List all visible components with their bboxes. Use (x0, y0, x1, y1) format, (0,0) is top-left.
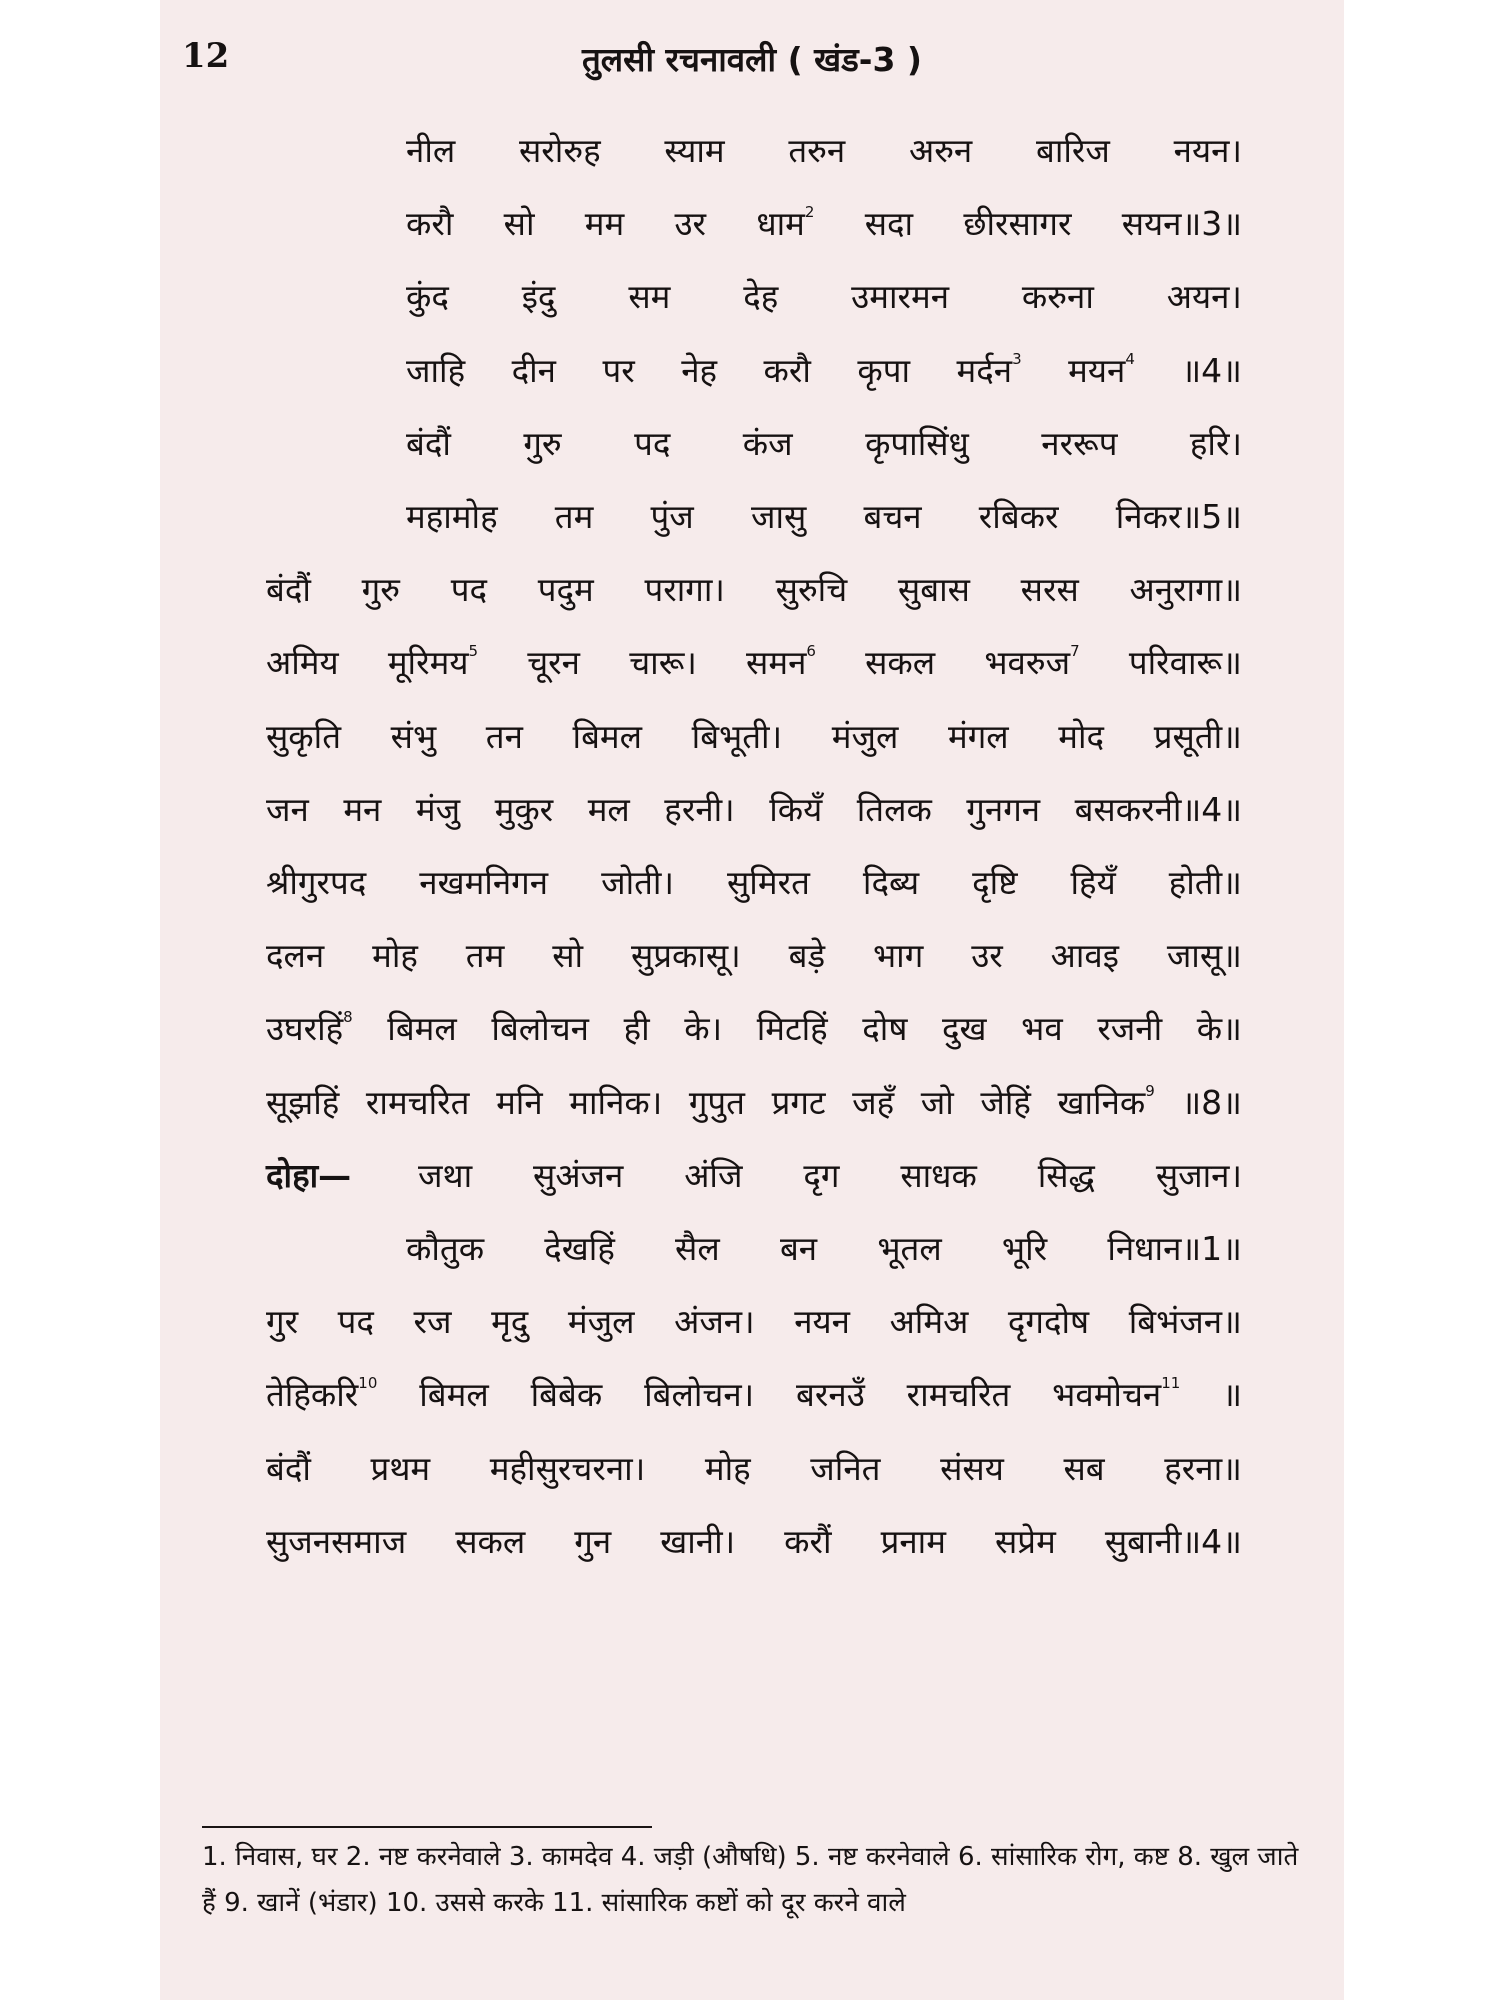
footnote-marker: 6 (806, 642, 816, 661)
verse-word: उर (674, 204, 707, 244)
verse-word: मुकुर (494, 789, 554, 829)
verse-word: चारू। (629, 643, 697, 683)
verse-word: सूझहिं (266, 1082, 340, 1122)
verse-word: भवरुज$^7$ (984, 642, 1080, 683)
verse-word: मल (587, 789, 630, 829)
verse-line (406, 193, 1242, 255)
verse-line (266, 1291, 1242, 1353)
verse-word: मंजु (415, 789, 461, 829)
footnote-marker: 4 (1125, 349, 1135, 368)
verse-word: नील (406, 131, 456, 170)
verse-word: बड़े (788, 936, 826, 976)
verse-word: खानी। (660, 1521, 736, 1561)
verse-line (406, 1218, 1242, 1280)
verse-line (266, 1072, 1242, 1134)
verse-word: निकर॥5॥ (1115, 497, 1242, 536)
verse-line (266, 1364, 1242, 1426)
verse-word: सकल (865, 643, 936, 683)
verse-line (406, 486, 1242, 548)
verse-word: जनित (810, 1448, 881, 1488)
verse-word: पद (450, 570, 487, 610)
verse-line (266, 852, 1242, 914)
verse-word: जथा (418, 1155, 473, 1195)
verse-word: कृपा (857, 350, 911, 390)
verse-word: दृष्टि (972, 863, 1018, 902)
verse-word: बिभूती। (691, 716, 783, 756)
verse-word: सम (628, 277, 671, 317)
verse-word: मंजुल (831, 716, 899, 756)
verse-word: ॥ (1222, 1375, 1242, 1415)
verse-word: श्रीगुरपद (266, 863, 367, 902)
verse-word: चूरन (527, 643, 580, 683)
footnote-marker: 2 (804, 203, 815, 222)
verse-word: ॥8॥ (1181, 1082, 1242, 1122)
verse-word: रामचरित (906, 1375, 1011, 1415)
verse-line (266, 706, 1242, 768)
verse-word: तम (465, 936, 505, 976)
footnote-rule (202, 1826, 652, 1828)
footnote-marker: 9 (1145, 1081, 1155, 1100)
verse-word: के। (684, 1009, 723, 1049)
verse-word: मन (343, 789, 382, 829)
verse-word: ॥4॥ (1181, 350, 1242, 390)
verse-word: मोद (1058, 716, 1105, 756)
verse-word: जेहिं (980, 1082, 1031, 1122)
verse-word: मंजुल (567, 1302, 635, 1342)
footnote-marker: 5 (468, 642, 479, 661)
verse-word: प्रनाम (880, 1521, 946, 1561)
verse-word: भवमोचन$^{11}$ (1052, 1374, 1181, 1415)
verse-line (266, 559, 1242, 621)
verse-line (266, 632, 1242, 694)
verse-word: गुरु (361, 570, 400, 610)
verse-word: मयन$^4$ (1068, 349, 1135, 390)
verse-word: बचन (863, 497, 922, 536)
verse-line (406, 266, 1242, 328)
verse-word: सुजनसमाज (266, 1521, 407, 1561)
verse-word: अरुन (908, 131, 973, 170)
verse-word: सप्रेम (995, 1521, 1056, 1561)
verse-word: दृगदोष (1007, 1302, 1090, 1342)
verse-word: कियँ (769, 789, 823, 829)
verse-word: पर (602, 350, 635, 390)
verse-word: बंदौं (406, 423, 451, 463)
verse-word: उर (971, 936, 1003, 976)
verse-word: अमिअ (889, 1302, 969, 1342)
verse-word: अंजि (684, 1155, 743, 1195)
verse-word: सैल (675, 1229, 720, 1268)
verse-word: संसय (940, 1448, 1004, 1488)
verse-word: अयन। (1166, 277, 1242, 317)
verse-word: अनुरागा॥ (1129, 570, 1242, 610)
verse-word: बिमल (572, 716, 643, 756)
verse-word: तन (485, 716, 523, 756)
verse-word: करुना (1021, 277, 1094, 317)
verse-word: सो (503, 204, 535, 244)
verse-word: निधान॥1॥ (1107, 1229, 1242, 1268)
verse-word: दुख (942, 1009, 987, 1049)
verse-word: महामोह (406, 497, 498, 536)
verse-word: रज (413, 1302, 452, 1342)
verse-word: बरनउँ (796, 1375, 865, 1415)
verse-word: हियँ (1070, 863, 1116, 902)
footnote-marker: 3 (1012, 349, 1022, 368)
verse-word: दिब्य (862, 863, 920, 902)
verse-word: भाग (872, 936, 924, 976)
verse-word: तिलक (856, 789, 932, 829)
verse-word: सदा (864, 204, 914, 244)
verse-word: बंदौं (266, 1448, 311, 1488)
verse-word: गुन (574, 1521, 612, 1561)
verse-word: पद (634, 423, 671, 463)
verse-word: करौ (763, 350, 811, 390)
verse-word: नखमनिगन (419, 863, 549, 902)
verse-word: जो (920, 1082, 954, 1122)
verse-word: प्रसूती॥ (1153, 716, 1242, 756)
verse-word: के॥ (1196, 1009, 1242, 1049)
footnote-marker: 7 (1070, 642, 1080, 661)
verse-word: बिबेक (530, 1375, 603, 1415)
footnotes: 1. निवास, घर 2. नष्ट करनेवाले 3. कामदेव 4. जड़ी (औषधि) 5. नष्ट करनेवाले 6. सांसारिक रोग, कष्ट 8. खुल जाते हैं 9. खानें (भंडार) 10. उससे करके 11. सांसारिक कष्टों को दूर करने वाले (202, 1842, 1299, 1918)
verse-word: उघरहिं$^8$ (266, 1008, 353, 1049)
verse-word: बिलोचन (491, 1009, 589, 1049)
verse-word: मूरिमय$^5$ (387, 642, 479, 683)
verse-word: सुप्रकासू। (630, 936, 741, 976)
verse-word: जाहि (406, 350, 466, 390)
verse-word: होती॥ (1168, 863, 1242, 902)
verse-line (266, 1438, 1242, 1500)
verse-word: प्रथम (370, 1448, 431, 1488)
verse-word: जासु (750, 497, 807, 536)
verse-word: मृदु (491, 1302, 529, 1342)
verse-word: बसकरनी॥4॥ (1074, 789, 1242, 829)
verse-word: सुमिरत (726, 863, 810, 902)
verse-word: दोष (862, 1009, 908, 1049)
verse-word: सरोरुह (519, 131, 601, 170)
verse-word: उमारमन (851, 277, 950, 317)
verse-word: साधक (900, 1155, 977, 1195)
verse-word: करौं (784, 1521, 832, 1561)
verse-word: मंगल (947, 716, 1009, 756)
running-title: तुलसी रचनावली ( खंड-3 ) (581, 40, 923, 79)
verse-word: भव (1021, 1009, 1063, 1049)
verse-word: नररूप (1041, 423, 1118, 463)
verse-line (406, 413, 1242, 475)
verse-word: तेहिकरि$^{10}$ (266, 1374, 378, 1415)
verse-word: बन (779, 1229, 818, 1268)
verse-word: छीरसागर (963, 204, 1072, 244)
verse-word: ही (623, 1009, 650, 1049)
verse-word: सुअंजन (533, 1155, 624, 1195)
verse-word: हरना॥ (1164, 1448, 1242, 1488)
verse-word: जोती। (601, 863, 674, 902)
verse-word: परिवारू॥ (1128, 643, 1242, 683)
verse-word: सिद्ध (1037, 1155, 1095, 1195)
page-header (160, 32, 1344, 92)
verse-word: मानिक। (569, 1082, 663, 1122)
verse-word: अंजन। (674, 1302, 755, 1342)
verse-word: तरुन (788, 131, 846, 170)
verse-word: सुजान। (1155, 1155, 1242, 1195)
footnote-marker: 10 (358, 1374, 378, 1393)
verse-word: परागा। (644, 570, 725, 610)
verse-word: पद (337, 1302, 374, 1342)
verse-word: गुर (266, 1302, 299, 1342)
doha-label: दोहा— (266, 1155, 352, 1195)
verse-word: स्याम (664, 131, 725, 170)
verse-word: धाम$^2$ (756, 203, 815, 244)
verse-line (266, 1511, 1242, 1573)
verse-word: नयन (794, 1302, 850, 1342)
verse-word: दृग (803, 1155, 840, 1195)
verse-word: सुबानी॥4॥ (1104, 1521, 1242, 1561)
verse-line (266, 1145, 1242, 1207)
verse-word: जहँ (852, 1082, 895, 1122)
verse-word: भूतल (877, 1229, 942, 1268)
verse-line (406, 340, 1242, 402)
verse-word: बंदौं (266, 570, 311, 610)
verse-line (266, 925, 1242, 987)
verse-word: कृपासिंधु (865, 423, 969, 463)
verse-word: बारिज (1036, 131, 1110, 170)
verse-word: देह (743, 277, 779, 317)
verse-line (406, 120, 1242, 182)
verse-word: भूरि (1001, 1229, 1048, 1268)
verse-word: पदुम (537, 570, 594, 610)
verse-word: मनि (496, 1082, 543, 1122)
verse-word: कुंद (406, 277, 449, 317)
verse-word: हरि। (1189, 423, 1242, 463)
verse-word: नेह (681, 350, 718, 390)
verse-word: गुरु (523, 423, 562, 463)
verse-word: सुकृति (266, 716, 342, 756)
verse-word: कंज (742, 423, 793, 463)
verse-word: मोह (704, 1448, 751, 1488)
verse-word: बिमल (419, 1375, 489, 1415)
verse-word: पुंज (650, 497, 694, 536)
verse-word: करौ (406, 204, 454, 244)
verse-word: खानिक$^9$ (1057, 1081, 1155, 1122)
verse-word: सब (1063, 1448, 1105, 1488)
verse-word: बिमल (387, 1009, 457, 1049)
footnote-marker: 8 (343, 1008, 353, 1027)
verse-word: कौतुक (406, 1229, 485, 1268)
verse-word: सो (552, 936, 584, 976)
verse-word: सयन॥3॥ (1121, 204, 1242, 244)
verse-word: रजनी (1097, 1009, 1163, 1049)
verse-word: गुनगन (966, 789, 1041, 829)
verse-word: मर्दन$^3$ (956, 349, 1022, 390)
verse-word: नयन। (1173, 131, 1242, 170)
verse-word: देखहिं (544, 1229, 615, 1268)
book-page (160, 0, 1344, 2000)
verse-word: महीसुरचरना। (489, 1448, 646, 1488)
verse-word: इंदु (521, 277, 556, 317)
verse-word: रामचरित (365, 1082, 470, 1122)
verse-word: आवइ (1050, 936, 1119, 976)
verse-word: गुपुत (688, 1082, 745, 1122)
verse-word: दलन (266, 936, 325, 976)
verse-line (266, 779, 1242, 841)
verse-word: मिटहिं (756, 1009, 828, 1049)
verse-word: सरस (1020, 570, 1079, 610)
verse-word: तम (554, 497, 594, 536)
verse-word: बिभंजन॥ (1128, 1302, 1242, 1342)
verse-word: अमिय (266, 643, 339, 683)
verse-word: सुबास (897, 570, 970, 610)
verse-word: सुरुचि (775, 570, 848, 610)
verse-word: हरनी। (664, 789, 735, 829)
verse-word: जासू॥ (1166, 936, 1242, 976)
verse-line (266, 998, 1242, 1060)
verse-word: रबिकर (978, 497, 1059, 536)
verse-word: प्रगट (771, 1082, 826, 1122)
verse-word: सकल (455, 1521, 526, 1561)
page-number: 12 (182, 36, 230, 76)
verse-word: मम (584, 204, 625, 244)
verse-word: दीन (511, 350, 556, 390)
footnote-marker: 11 (1161, 1374, 1181, 1393)
verse-word: मोह (372, 936, 418, 976)
verse-word: संभु (390, 716, 437, 756)
verse-word: बिलोचन। (644, 1375, 755, 1415)
verse-word: जन (266, 789, 309, 829)
verse-word: समन$^6$ (746, 642, 816, 683)
